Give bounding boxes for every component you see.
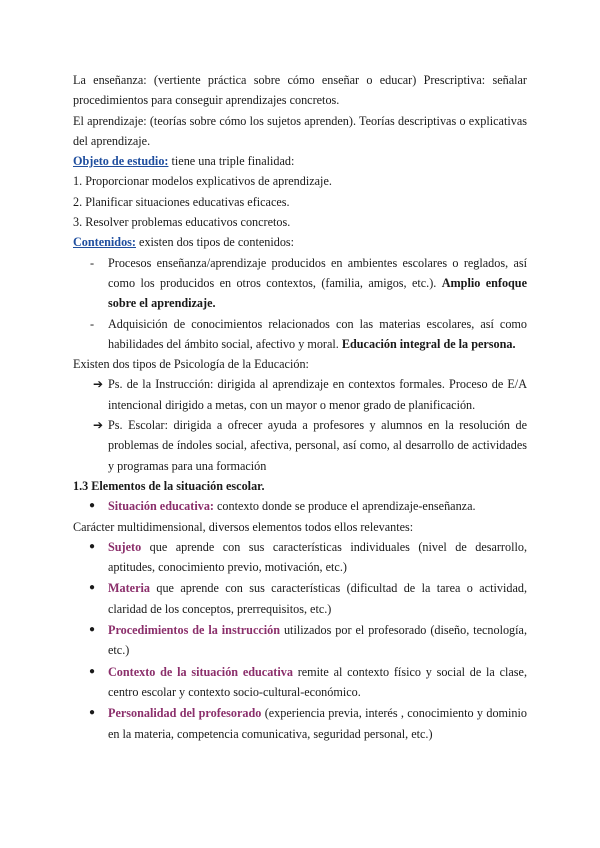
element-item xyxy=(73,662,527,703)
element-text: (experiencia previa, interés , conocimiento y dominio en la materia, competencia comunicativa, seguridad personal, etc.) xyxy=(108,706,527,741)
section-heading: 1.3 Elementos de la situación escolar. xyxy=(73,478,265,493)
element-text: que aprende con sus características individuales (nivel de desarrollo, aptitudes, conocimiento previo, motivación, etc.) xyxy=(108,539,527,575)
contenidos-item-text: Procesos enseñanza/aprendizaje producidos en ambientes escolares o reglados, así como los producidos en otros contextos, (familia, amigos, etc.). xyxy=(108,255,527,290)
contenidos-item-bold: Educación integral de la persona. xyxy=(341,336,516,351)
bullet-icon: ● xyxy=(89,500,96,512)
element-text: utilizados por el profesorado (diseño, tecnología, etc.) xyxy=(108,623,527,658)
bullet-icon: ● xyxy=(89,540,96,552)
element-label: Procedimientos de la instrucción xyxy=(108,623,281,638)
contenidos-item xyxy=(73,253,527,314)
aprendizaje-paragraph: El aprendizaje: (teorías sobre cómo los sujetos aprenden). Teorías descriptivas o explicativas del aprendizaje. xyxy=(73,113,527,148)
bullet-icon: ● xyxy=(89,582,96,594)
element-label: Sujeto xyxy=(108,539,142,554)
element-text: que aprende con sus características (dificultad de la tarea o actividad, claridad de los conceptos, prerrequisitos, etc.) xyxy=(108,581,527,616)
element-item xyxy=(73,703,527,744)
contenidos-heading-line xyxy=(73,232,527,252)
ensenanza-paragraph: La enseñanza: (vertiente práctica sobre cómo enseñar o educar) Prescriptiva: señalar procedimientos para conseguir aprendizajes concretos. xyxy=(73,73,527,108)
psicologia-item-text: Ps. de la Instrucción: dirigida al aprendizaje en contextos formales. Proceso de E/A intencional dirigido a metas, con un mayor o menor grado de planificación. xyxy=(108,377,527,412)
element-text: remite al contexto físico y social de la clase, centro escolar y contexto socio-cultural-económico. xyxy=(108,664,527,699)
psicologia-item-text: Ps. Escolar: dirigida a ofrecer ayuda a profesores y alumnos en la resolución de problemas de índoles social, afectiva, personal, así como, al desarrollo de actividades y programas para una formación xyxy=(108,418,527,473)
psicologia-item xyxy=(73,415,527,476)
bullet-icon: ● xyxy=(89,624,96,636)
situacion-text: contexto donde se produce el aprendizaje-enseñanza. xyxy=(213,499,476,514)
contenidos-item xyxy=(73,314,527,355)
caracter-paragraph: Carácter multidimensional, diversos elementos todos ellos relevantes: xyxy=(73,519,414,534)
objeto-heading-line xyxy=(73,151,527,171)
contenidos-item-bold: Amplio enfoque sobre el aprendizaje. xyxy=(108,275,527,311)
element-label: Contexto de la situación educativa xyxy=(108,664,293,679)
element-item xyxy=(73,620,527,661)
objeto-text: tiene una triple finalidad: xyxy=(168,154,295,169)
element-item xyxy=(73,537,527,578)
objeto-item: 1. Proporcionar modelos explicativos de aprendizaje. xyxy=(73,174,332,189)
bullet-icon: ● xyxy=(89,707,96,719)
situacion-label: Situación educativa: xyxy=(108,499,214,514)
objeto-item: 2. Planificar situaciones educativas eficaces. xyxy=(73,194,290,209)
arrow-icon: ➔ xyxy=(93,377,104,392)
arrow-icon: ➔ xyxy=(93,418,104,433)
psicologia-item xyxy=(73,374,527,415)
objeto-item: 3. Resolver problemas educativos concretos. xyxy=(73,215,291,230)
contenidos-label: Contenidos: xyxy=(73,235,136,250)
objeto-label: Objeto de estudio: xyxy=(73,154,169,169)
element-label: Materia xyxy=(108,581,150,596)
dash-marker: - xyxy=(90,255,95,270)
element-label: Personalidad del profesorado xyxy=(108,706,262,721)
situacion-item xyxy=(73,496,527,516)
contenidos-item-text: Adquisición de conocimientos relacionados con las materias escolares, así como habilidades del ámbito social, afectivo y moral. xyxy=(108,316,527,351)
element-item xyxy=(73,578,527,619)
contenidos-text: existen dos tipos de contenidos: xyxy=(135,235,295,250)
psicologia-intro: Existen dos tipos de Psicología de la Educación: xyxy=(73,357,309,372)
bullet-icon: ● xyxy=(89,665,96,677)
dash-marker: - xyxy=(90,316,95,331)
